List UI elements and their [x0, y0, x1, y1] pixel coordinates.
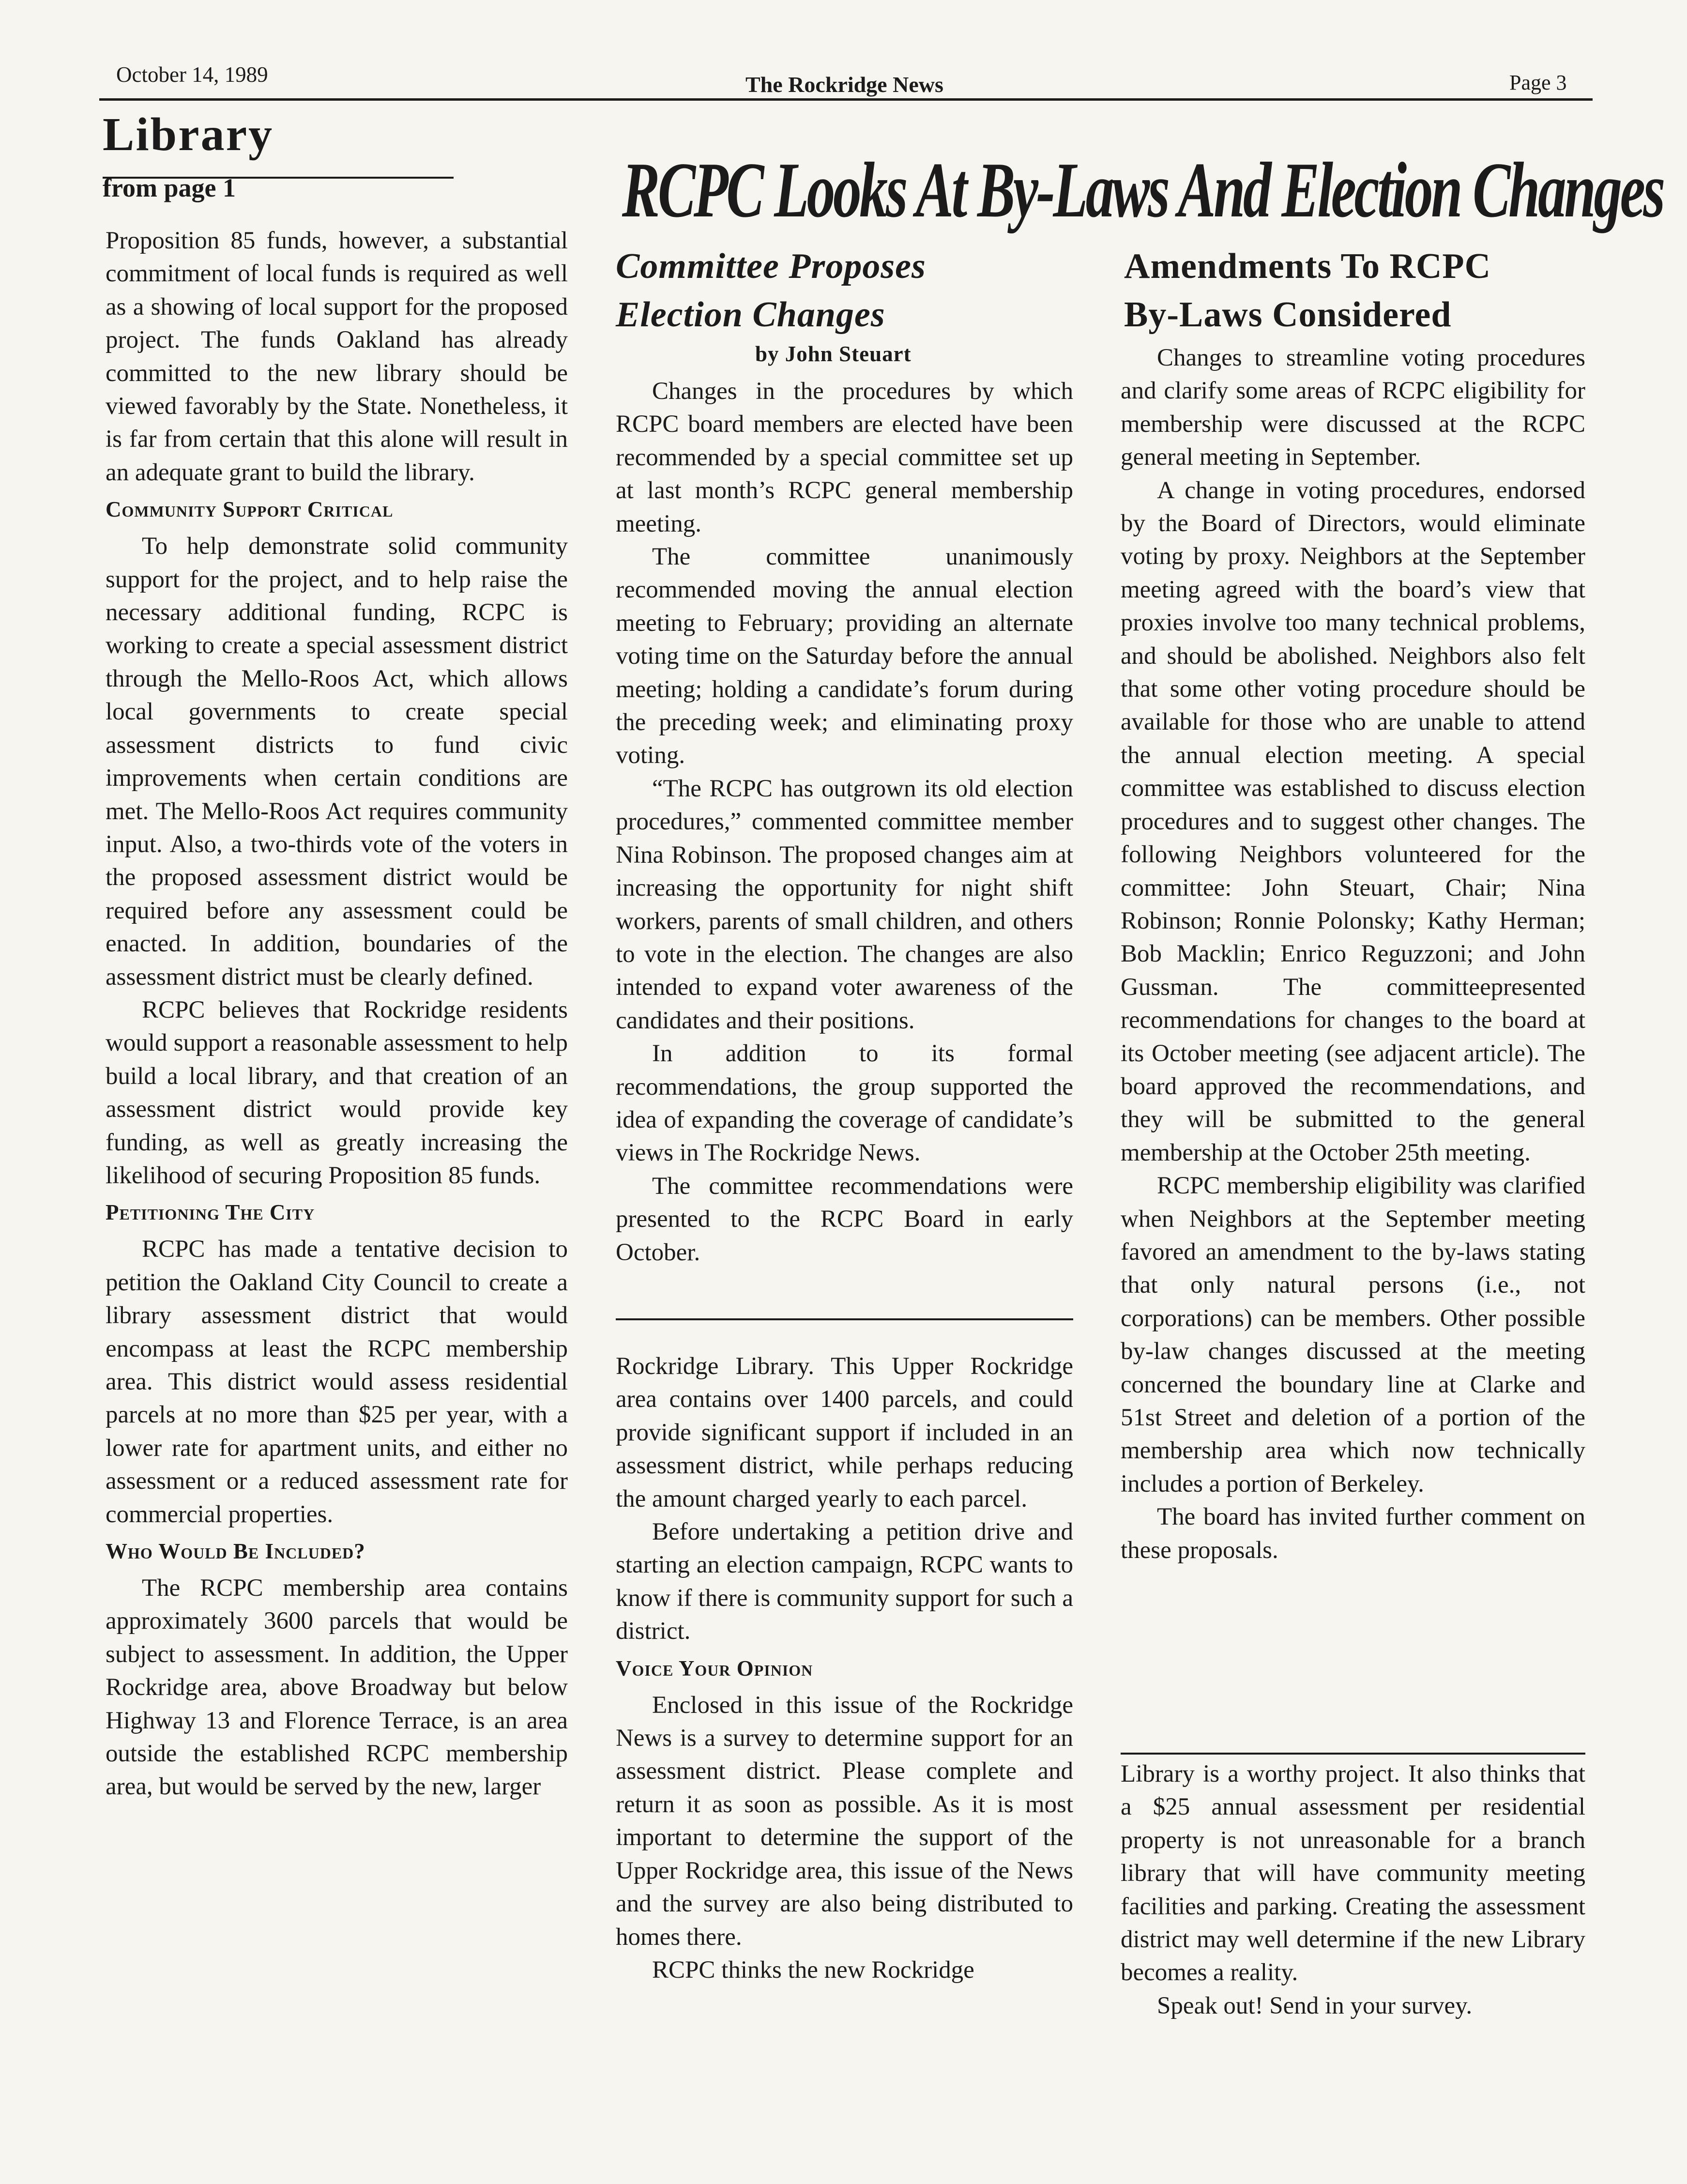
committee-article-body [616, 375, 1073, 1269]
library-paragraph: Rockridge Library. This Upper Rockridge area contains over 1400 parcels, and could provide significant support if included in an assessment district, while perhaps reducing the amount charged yearly to each parcel. [616, 1353, 1073, 1512]
committee-title-line-2: Election Changes [616, 295, 885, 335]
amendments-article-title [1124, 242, 1491, 339]
library-paragraph: RCPC has made a tentative decision to petition the Oakland City Council to create a library assessment district that would encompass at least the RCPC membership area. This district would assess residential parcels at no more than $25 per year, with a lower rate for apartment units, and either no assessment or a reduced assessment rate for commercial properties. [106, 1236, 568, 1528]
library-column-3 [1121, 1757, 1585, 2022]
amendments-article-body [1121, 341, 1585, 1567]
column-3-divider [1121, 1753, 1585, 1755]
header-paper-name: The Rockridge News [745, 72, 943, 97]
library-paragraph: Library is a worthy project. It also thinks that a $25 annual assessment per residential property is not unreasonable for a branch library that will have community meeting facilities and parking. Creating the assessment district may well determine if the new Library becomes a reality. [1121, 1760, 1585, 1986]
library-paragraph: The RCPC membership area contains approximately 3600 parcels that would be subject to assessment. In addition, the Upper Rockridge area, above Broadway but below Highway 13 and Florence Terrace, is an area outside the established RCPC membership area, but would be served by the new, larger [106, 1574, 568, 1801]
committee-title-line-1: Committee Proposes [616, 246, 926, 286]
amendments-paragraph: Changes to streamline voting procedures and clarify some areas of RCPC eligibility for membership were discussed at the RCPC general meeting in September. [1121, 344, 1585, 471]
library-paragraph: Enclosed in this issue of the Rockridge News is a survey to determine support for an assessment district. Please complete and return it as soon as possible. As it is most important to determine the support of the Upper Rockridge area, this issue of the News and the survey are also being distributed to homes there. [616, 1691, 1073, 1951]
library-subhead-petition: Petitioning The City [106, 1200, 315, 1225]
header-date: October 14, 1989 [116, 62, 268, 87]
committee-paragraph: In addition to its formal recommendations, the group supported the idea of expanding the coverage of candidate’s views in The Rockridge News. [616, 1040, 1073, 1167]
committee-paragraph: “The RCPC has outgrown its old election procedures,” commented committee member Nina Robinson. The proposed changes aim at increasing the opportunity for night shift workers, parents of small children, and others to vote in the election. The changes are also intended to expand voter awareness of the candidates and their positions. [616, 775, 1073, 1034]
committee-byline: by John Steuart [755, 342, 912, 366]
amendments-paragraph: The board has invited further comment on these proposals. [1121, 1503, 1585, 1564]
library-column-2 [616, 1350, 1073, 1986]
header-page-number: Page 3 [1509, 71, 1567, 94]
library-paragraph: Speak out! Send in your survey. [1157, 1992, 1473, 2019]
amendments-title-line-1: Amendments To RCPC [1124, 246, 1491, 286]
column-2-divider [616, 1318, 1073, 1320]
library-paragraph: Proposition 85 funds, however, a substantial commitment of local funds is required as well as a showing of local support for the proposed project. The funds Oakland has already committed to the new library should be viewed favorably by the State. Nonetheless, it is far from certain that this alone will result in an adequate grant to build the library. [106, 227, 568, 486]
library-continued-from: from page 1 [103, 173, 236, 202]
library-column-1 [106, 224, 568, 1803]
library-subhead-voice: Voice Your Opinion [616, 1656, 813, 1680]
committee-paragraph: The committee unanimously recommended moving the annual election meeting to February; providing an alternate voting time on the Saturday before the annual meeting; holding a candidate’s forum during the preceding week; and eliminating proxy voting. [616, 543, 1073, 769]
library-paragraph: Before undertaking a petition drive and starting an election campaign, RCPC wants to know if there is community support for such a district. [616, 1518, 1073, 1645]
main-headline: RCPC Looks At By-Laws And Election Changes [622, 147, 1663, 234]
amendments-paragraph: A change in voting procedures, endorsed by the Board of Directors, would eliminate voting by proxy. Neighbors at the September meeting agreed with the board’s view that proxies involve too many technical problems, and should be abolished. Neighbors also felt that some other voting procedure should be available for those who are unable to attend the annual election meeting. A special committee was established to discuss election procedures and to suggest other changes. The following Neighbors volunteered for the committee: John Steuart, Chair; Nina Robinson; Ronnie Polonsky; Kathy Herman; Bob Macklin; Enrico Reguzzoni; and John Gussman. The committeepresented recommendations for changes to the board at its October meeting (see adjacent article). The board approved the recommendations, and they will be submitted to the general membership at the October 25th meeting. [1121, 476, 1585, 1166]
amendments-title-line-2: By-Laws Considered [1124, 295, 1452, 335]
library-paragraph: RCPC believes that Rockridge residents would support a reasonable assessment to help build a local library, and that creation of an assessment district would provide key funding, as well as greatly increasing the likelihood of securing Proposition 85 funds. [106, 996, 568, 1189]
committee-paragraph: Changes in the procedures by which RCPC board members are elected have been recommended by a special committee set up at last month’s RCPC general membership meeting. [616, 378, 1073, 537]
library-paragraph: RCPC thinks the new Rockridge [652, 1956, 974, 1984]
library-title: Library [103, 108, 274, 161]
amendments-paragraph: RCPC membership eligibility was clarified when Neighbors at the September meeting favored an amendment to the by-laws stating that only natural persons (i.e., not corporations) can be members. Other possible by-law changes discussed at the meeting concerned the boundary line at Clarke and 51st Street and deletion of a portion of the membership area which now technically includes a portion of Berkeley. [1121, 1172, 1585, 1497]
committee-paragraph: The committee recommendations were presented to the RCPC Board in early October. [616, 1172, 1073, 1266]
library-subhead-who: Who Would Be Included? [106, 1539, 365, 1564]
header-rule [99, 98, 1593, 101]
library-paragraph: To help demonstrate solid community support for the project, and to help raise the necessary additional funding, RCPC is working to create a special assessment district through the Mello-Roos Act, which allows local governments to create special assessment districts to fund civic improvements when certain conditions are met. The Mello-Roos Act requires community input. Also, a two-thirds vote of the voters in the proposed assessment district would be required before any assessment could be enacted. In addition, boundaries of the assessment district must be clearly defined. [106, 533, 568, 991]
committee-article-title [616, 242, 926, 339]
library-subhead-support: Community Support Critical [106, 497, 394, 522]
